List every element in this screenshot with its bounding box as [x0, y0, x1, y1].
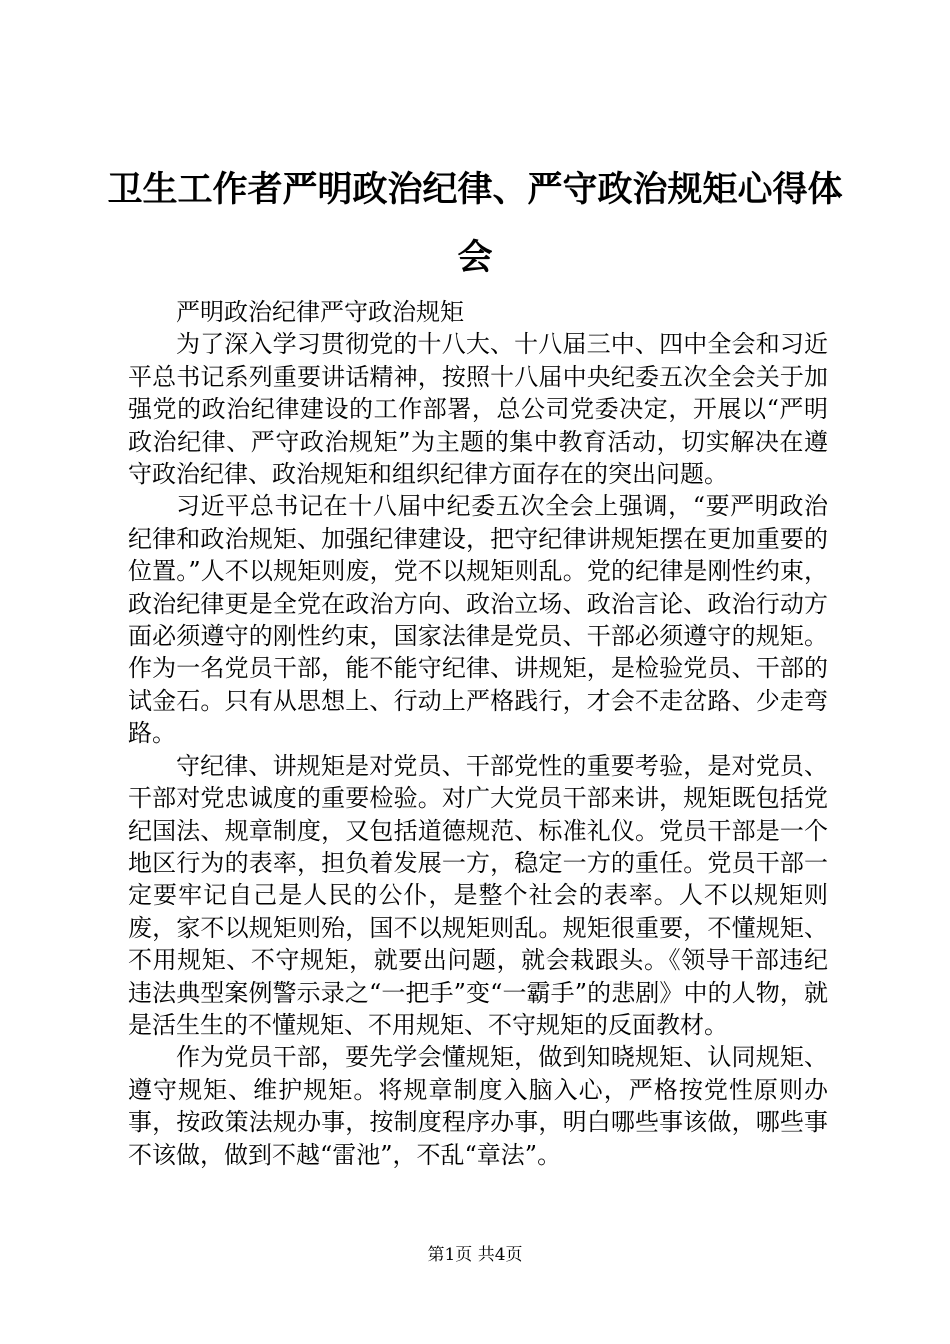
body-paragraph: 为了深入学习贯彻党的十八大、十八届三中、四中全会和习近平总书记系列重要讲话精神，按照十八届中央纪委五次全会关于加强党的政治纪律建设的工作部署，总公司党委决定，开展以“严明政治纪律、严守政治规矩”为主题的集中教育活动，切实解决在遵守政治纪律、政治规矩和组织纪律方面存在的突出问题。	[128, 330, 828, 489]
body-paragraph: 作为党员干部，要先学会懂规矩，做到知晓规矩、认同规矩、遵守规矩、维护规矩。将规章制度入脑入心，严格按党性原则办事，按政策法规办事，按制度程序办事，明白哪些事该做，哪些事不该做，做到不越“雷池”，不乱“章法”。	[128, 1043, 828, 1169]
document-body	[128, 296, 828, 1171]
document-subtitle: 严明政治纪律严守政治规矩	[176, 298, 464, 326]
body-paragraph: 守纪律、讲规矩是对党员、干部党性的重要考验，是对党员、干部对党忠诚度的重要检验。对广大党员干部来讲，规矩既包括党纪国法、规章制度，又包括道德规范、标准礼仪。党员干部是一个地区行为的表率，担负着发展一方，稳定一方的重任。党员干部一定要牢记自己是人民的公仆，是整个社会的表率。人不以规矩则废，家不以规矩则殆，国不以规矩则乱。规矩很重要，不懂规矩、不用规矩、不守规矩，就要出问题，就会栽跟头。《领导干部违纪违法典型案例警示录之“一把手”变“一霸手”的悲剧》中的人物，就是活生生的不懂规矩、不用规矩、不守规矩的反面教材。	[128, 751, 828, 1039]
body-paragraph: 习近平总书记在十八届中纪委五次全会上强调，“要严明政治纪律和政治规矩、加强纪律建设，把守纪律讲规矩摆在更加重要的位置。”人不以规矩则废，党不以规矩则乱。党的纪律是刚性约束，政治纪律更是全党在政治方向、政治立场、政治言论、政治行动方面必须遵守的刚性约束，国家法律是党员、干部必须遵守的规矩。作为一名党员干部，能不能守纪律、讲规矩，是检验党员、干部的试金石。只有从思想上、行动上严格践行，才会不走岔路、少走弯路。	[128, 492, 828, 748]
document-title: 卫生工作者严明政治纪律、严守政治规矩心得体会	[107, 169, 843, 278]
page-footer: 第1页 共4页	[427, 1245, 523, 1265]
